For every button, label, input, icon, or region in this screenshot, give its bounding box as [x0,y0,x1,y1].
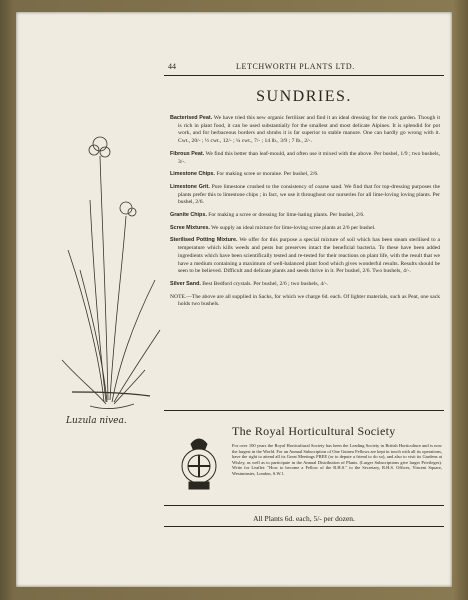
section-title: SUNDRIES. [256,88,352,105]
entry-name: Limestone Grit. [170,183,210,190]
entry-text: For making scree or moraine. Per bushel, 2/6. [216,171,319,178]
page-edge [452,0,468,600]
footer-price: All Plants 6d. each, 5/- per dozen. [253,514,355,523]
rhs-title: The Royal Horticultural Society [232,424,396,438]
sundries-list [170,115,440,314]
entry-text: Best Bedford crystals. Per bushel, 2/6 ; two bushels, 4/-. [202,280,328,287]
entry-fibrous-peat [170,151,440,166]
footer-rule-bottom [164,526,444,527]
entry-text: We have tried this new organic fertilizer and find it an ideal dressing for the rock garden. Though it is rich in plant food, it can be used substantially for the smallest and most delicate Alpines. It is splendid for pot work, and for herbaceous borders and shrubs it is far superior to stable manure. One can hardly go wrong with it. Cwt., 20/- ; ½ cwt., 12/- ; ¼ cwt., 7/- ; 14 lb., 3/9 ; 7 lb., 2/-. [178,115,441,145]
plant-caption: Luzula nivea. [66,416,127,426]
entry-scree-mixtures [170,225,440,233]
entry-name: Fibrous Peat. [170,150,205,157]
rhs-description: For over 100 years the Royal Horticultural Society has been the Leading Society in British Horticulture and is now the largest in the World. For an Annual Subscription of One Guinea Fellows are kept in touch with all its operations, have the right to attend all its Great Meetings FREE (or to depute a friend to do so), and also to visit its Gardens at Wisley, as well as to participate in the Annual Distribution of Plants. (Larger Subscriptions give larger Privileges). Write for Leaflet: "How to become a Fellow of the R.H.S." to the Secretary, R.H.S. Offices, Vincent Square, Westminster, London, S.W.1. [232,443,442,476]
rhs-crest-icon [172,432,226,498]
header-rule [164,75,444,76]
entry-text: Pure limestone crushed to the consistency of coarse sand. We find that for top-dressing purposes the plants prefer this to limestone chips ; in fact, we use it throughout our nurseries for all lime-loving loving plants. Per bushel, 2/6. [178,183,441,206]
footer-rule-top [164,505,444,506]
page-number: 44 [168,62,176,71]
entry-name: Limestone Chips. [170,171,215,178]
running-header: LETCHWORTH PLANTS LTD. [236,62,355,71]
entry-name: Granite Chips. [170,212,207,219]
entry-granite-chips [170,212,440,220]
entry-text: We find this better than leaf-mould, and often use it mixed with the above. Per bushel, 1/9 ; two bushels, 3/-. [178,150,440,165]
entry-limestone-chips [170,171,440,179]
entry-name: Scree Mixtures. [170,224,210,231]
entry-text: For making a scree or dressing for lime-hating plants. Per bushel, 2/6. [208,212,365,219]
entry-name: Bacterised Peat. [170,115,213,121]
entry-silver-sand [170,281,440,289]
entry-text: We supply an ideal mixture for lime-loving scree plants at 2/6 per bushel. [211,224,376,231]
entry-name: Silver Sand. [170,280,201,287]
entry-bacterised-peat [170,115,440,146]
entry-sterilised-potting-mixture [170,237,440,276]
entry-text: We offer for this purpose a special mixture of soil which has been steam sterilised to a temperature which kills weeds and pests but preserves intact the beneficial bacteria. To these have been added ingredients which have been scientifically tested and re-tested for their reactions on plant life, with the result that we have a medium containing a maximum of well-balanced plant food which gives wonderful results. Results should be seen to be believed. Difficult and delicate plants and seeds thrive in it. Per bushel, 2/6. Two bushels, 4/-. [178,237,440,275]
entry-limestone-grit [170,184,440,207]
entry-name: Sterilised Potting Mixture. [170,237,238,244]
luzula-plant-illustration [60,130,165,420]
sacks-note: NOTE.—The above are all supplied in Sacks, for which we charge 6d. each. Of lighter materials, such as Peat, one sack holds two bushels. [170,293,440,308]
section-divider [164,410,444,411]
